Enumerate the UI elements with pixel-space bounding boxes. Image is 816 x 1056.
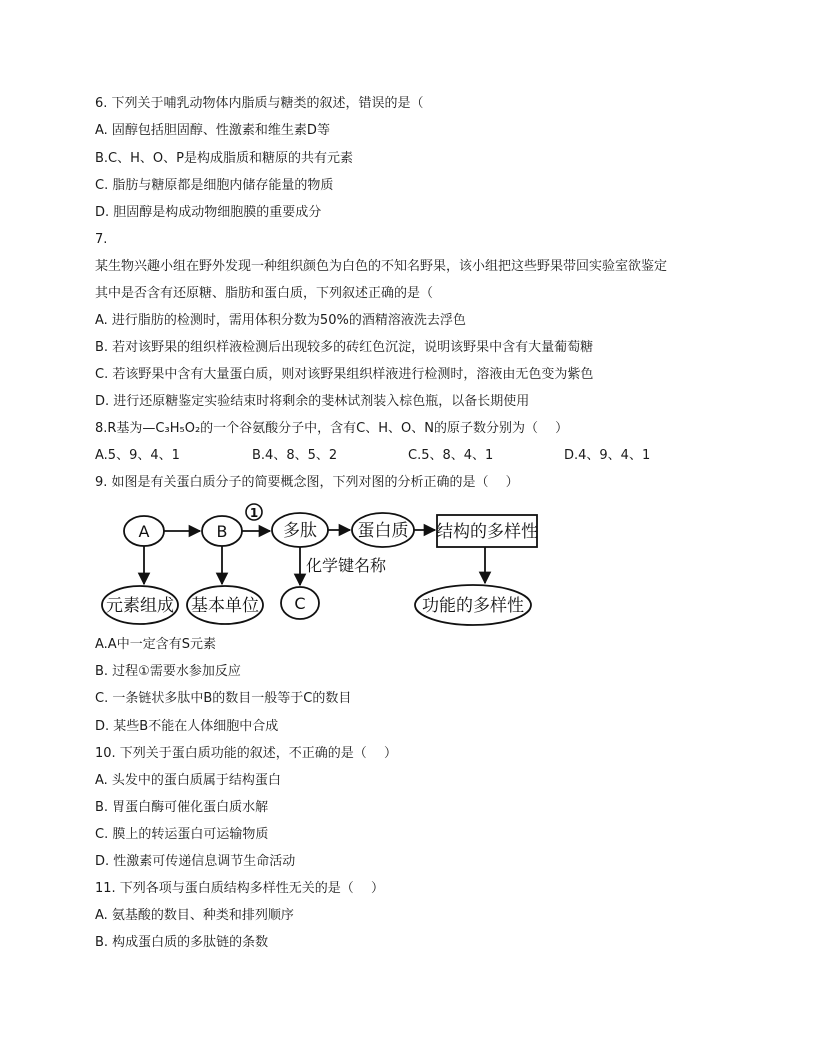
q8-option-b: B.4、8、5、2 <box>252 448 338 463</box>
q9-option-d: D. 某些B不能在人体细胞中合成 <box>95 719 279 734</box>
q7-option-a: A. 进行脂肪的检测时，需用体积分数为50%的酒精溶液洗去浮色 <box>95 313 466 328</box>
q8-option-a: A.5、9、4、1 <box>95 448 180 463</box>
node-peptide-label: 多肽 <box>283 521 317 541</box>
node-a-label: A <box>138 522 150 541</box>
q7-stem-line1: 某生物兴趣小组在野外发现一种组织颜色为白色的不知名野果，该小组把这些野果带回实验室欲鉴定 <box>95 259 668 274</box>
q6-option-a: A. 固醇包括胆固醇、性激素和维生素D等 <box>95 123 330 138</box>
q7-number: 7. <box>95 232 108 247</box>
q7-stem-line2: 其中是否含有还原糖、脂肪和蛋白质，下列叙述正确的是（ <box>95 286 434 301</box>
q11-option-b: B. 构成蛋白质的多肽链的条数 <box>95 935 269 950</box>
q8-option-c: C.5、8、4、1 <box>408 448 494 463</box>
node-c-label: C <box>294 594 306 613</box>
q8-option-d: D.4、9、4、1 <box>564 448 651 463</box>
q8-stem: 8.R基为—C₃H₅O₂的一个谷氨酸分子中，含有C、H、O、N的原子数分别为（ ） <box>95 421 569 436</box>
q10-stem: 10. 下列关于蛋白质功能的叙述，不正确的是（ ） <box>95 746 397 761</box>
step-1-label: 1 <box>249 506 259 520</box>
q10-option-a: A. 头发中的蛋白质属于结构蛋白 <box>95 773 281 788</box>
q6-option-d: D. 胆固醇是构成动物细胞膜的重要成分 <box>95 205 322 220</box>
node-function-label: 功能的多样性 <box>422 596 524 616</box>
node-unit-label: 基本单位 <box>191 596 259 616</box>
q6-stem: 6. 下列关于哺乳动物体内脂质与糖类的叙述，错误的是（ <box>95 96 424 111</box>
bond-name-label: 化学键名称 <box>306 556 387 575</box>
q9-option-c: C. 一条链状多肽中B的数目一般等于C的数目 <box>95 691 352 706</box>
q9-option-a: A.A中一定含有S元素 <box>95 637 216 652</box>
q10-option-b: B. 胃蛋白酶可催化蛋白质水解 <box>95 800 269 815</box>
q7-option-d: D. 进行还原糖鉴定实验结束时将剩余的斐林试剂装入棕色瓶，以备长期使用 <box>95 394 530 409</box>
node-elements-label: 元素组成 <box>106 596 174 616</box>
q7-option-b: B. 若对该野果的组织样液检测后出现较多的砖红色沉淀，说明该野果中含有大量葡萄糖 <box>95 340 594 355</box>
q9-option-b: B. 过程①需要水参加反应 <box>95 664 241 679</box>
q11-option-a: A. 氨基酸的数目、种类和排列顺序 <box>95 908 294 923</box>
q11-stem: 11. 下列各项与蛋白质结构多样性无关的是（ ） <box>95 881 384 896</box>
q9-stem: 9. 如图是有关蛋白质分子的简要概念图，下列对图的分析正确的是（ ） <box>95 475 519 490</box>
node-protein-label: 蛋白质 <box>357 521 409 541</box>
q6-option-c: C. 脂肪与糖原都是细胞内储存能量的物质 <box>95 178 334 193</box>
node-structure-label: 结构的多样性 <box>436 522 538 542</box>
q10-option-d: D. 性激素可传递信息调节生命活动 <box>95 854 296 869</box>
node-b-label: B <box>216 522 228 541</box>
q7-option-c: C. 若该野果中含有大量蛋白质，则对该野果组织样液进行检测时，溶液由无色变为紫色 <box>95 367 594 382</box>
q6-option-b: B.C、H、O、P是构成脂质和糖原的共有元素 <box>95 151 353 166</box>
q10-option-c: C. 膜上的转运蛋白可运输物质 <box>95 827 269 842</box>
